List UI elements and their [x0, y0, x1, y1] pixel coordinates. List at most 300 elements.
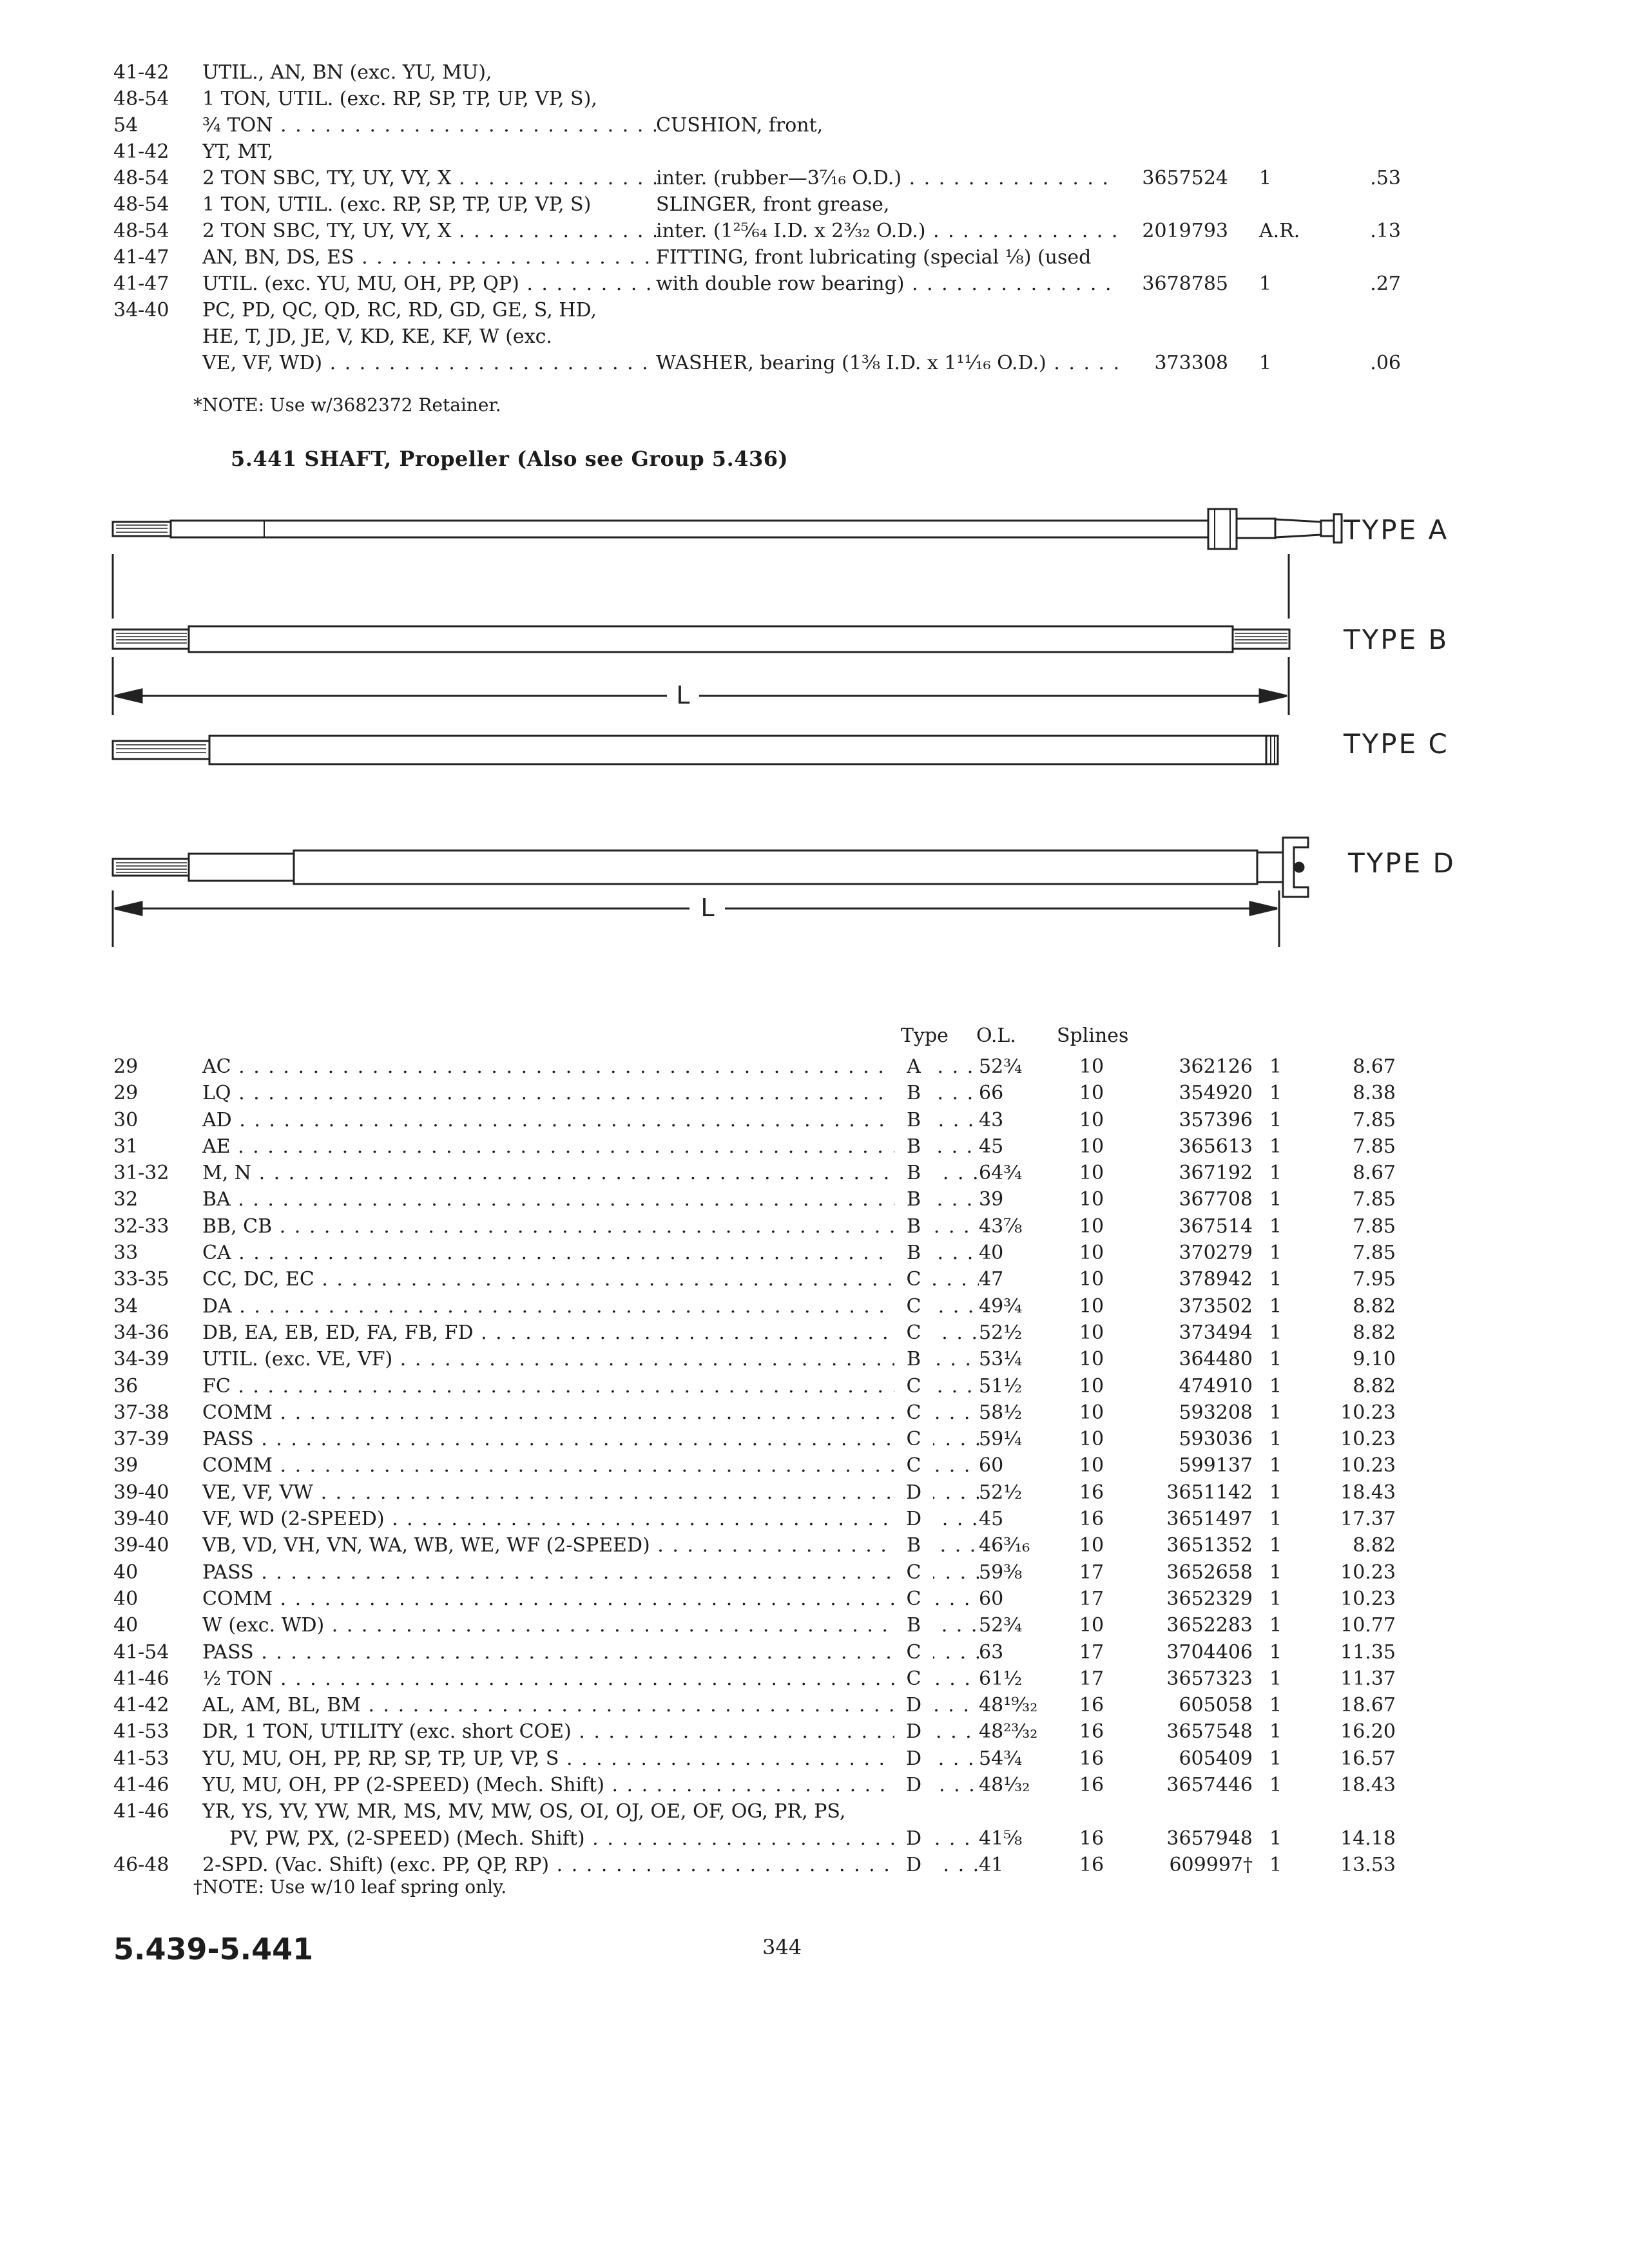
table-row — [113, 1745, 1467, 1772]
part-number: 370279 — [1126, 1240, 1253, 1266]
overall-length: 39 — [979, 1186, 1050, 1213]
year-range: 29 — [113, 1082, 139, 1105]
quantity: 1 — [1259, 165, 1298, 191]
year-range: 39-40 — [113, 1534, 169, 1557]
quantity: 1 — [1269, 1133, 1295, 1160]
model-list: BA . . . — [202, 1186, 1005, 1213]
overall-length: 52½ — [979, 1479, 1050, 1506]
part-number: 2019793 — [1119, 218, 1228, 244]
spline-count: 10 — [1072, 1452, 1111, 1479]
overall-length: 52¾ — [979, 1053, 1050, 1080]
overall-length: 41⅝ — [979, 1825, 1050, 1852]
year-range: 36 — [113, 1374, 139, 1398]
shaft-type: B — [894, 1160, 933, 1186]
spline-count: 17 — [1072, 1559, 1111, 1586]
part-number: 3704406 — [1126, 1639, 1253, 1666]
year-range: 33 — [113, 1242, 139, 1265]
quantity: 1 — [1269, 1240, 1295, 1266]
shaft-type: C — [894, 1559, 933, 1586]
year-range: 48-54 — [113, 88, 169, 110]
year-range: 34-39 — [113, 1348, 169, 1371]
shaft-type: D — [894, 1852, 933, 1878]
year-range: 34 — [113, 1294, 139, 1318]
table-row — [113, 139, 1428, 165]
spline-count: 10 — [1072, 1532, 1111, 1559]
price: 18.43 — [1325, 1772, 1396, 1798]
quantity: 1 — [1269, 1506, 1295, 1532]
part-number: 3657548 — [1126, 1718, 1253, 1745]
spline-count: 16 — [1072, 1718, 1111, 1745]
table-row — [113, 1346, 1467, 1372]
year-range: 37-39 — [113, 1428, 169, 1451]
quantity: 1 — [1269, 1266, 1295, 1293]
quantity: 1 — [1269, 1745, 1295, 1772]
model-list: COMM . . . — [202, 1586, 1005, 1612]
model-list: PV, PW, PX, (2-SPEED) (Mech. Shift) . . . — [229, 1825, 1032, 1852]
part-number: 3657446 — [1126, 1772, 1253, 1798]
part-number: 609997† — [1126, 1852, 1253, 1878]
year-range: 40 — [113, 1614, 139, 1637]
table-row — [113, 297, 1428, 323]
part-number: 3657323 — [1126, 1666, 1253, 1692]
part-number: 378942 — [1126, 1266, 1253, 1293]
overall-length: 58½ — [979, 1399, 1050, 1426]
model-list: YU, MU, OH, PP, RP, SP, TP, UP, VP, S . . . — [202, 1745, 1005, 1772]
spline-count: 17 — [1072, 1639, 1111, 1666]
quantity: 1 — [1269, 1532, 1295, 1559]
price: 10.77 — [1325, 1612, 1396, 1639]
price: .53 — [1330, 165, 1401, 191]
overall-length: 60 — [979, 1586, 1050, 1612]
price: 8.67 — [1325, 1053, 1396, 1080]
spline-count: 17 — [1072, 1586, 1111, 1612]
quantity: 1 — [1269, 1612, 1295, 1639]
price: 8.82 — [1325, 1320, 1396, 1346]
part-number: 362126 — [1126, 1053, 1253, 1080]
shaft-type: C — [894, 1666, 933, 1692]
table-row — [113, 1293, 1467, 1320]
model-list: PASS . . . — [202, 1559, 1005, 1586]
spline-count: 10 — [1072, 1293, 1111, 1320]
part-number: 3651142 — [1126, 1479, 1253, 1506]
overall-length: 45 — [979, 1506, 1050, 1532]
part-number: 3652329 — [1126, 1586, 1253, 1612]
model-list: 2-SPD. (Vac. Shift) (exc. PP, QP, RP) . . . — [202, 1852, 1005, 1878]
year-range: 41-54 — [113, 1640, 169, 1664]
overall-length: 48¹⁹⁄₃₂ — [979, 1692, 1050, 1718]
table-row — [113, 191, 1428, 218]
spline-count: 10 — [1072, 1186, 1111, 1213]
model-list: YR, YS, YV, YW, MR, MS, MV, MW, OS, OI, OJ, OE, OF, OG, PR, PS, — [202, 1800, 846, 1823]
part-description: WASHER, bearing (1⅜ I.D. x 1¹¹⁄₁₆ O.D.) . . . — [656, 350, 1152, 376]
model-list: LQ . . . — [202, 1080, 1005, 1106]
spline-count: 10 — [1072, 1080, 1111, 1106]
price: 8.67 — [1325, 1160, 1396, 1186]
table-row — [113, 1399, 1467, 1426]
price: 16.20 — [1325, 1718, 1396, 1745]
shaft-type: C — [894, 1293, 933, 1320]
quantity: 1 — [1269, 1559, 1295, 1586]
spline-count: 16 — [1072, 1692, 1111, 1718]
year-range: 34-36 — [113, 1321, 169, 1344]
overall-length: 41 — [979, 1852, 1050, 1878]
shaft-type: B — [894, 1133, 933, 1160]
table-row — [113, 1426, 1467, 1452]
part-number: 3652283 — [1126, 1612, 1253, 1639]
year-range: 40 — [113, 1561, 139, 1584]
table-row — [113, 1825, 1467, 1852]
spline-count: 10 — [1072, 1373, 1111, 1399]
price: 8.82 — [1325, 1373, 1396, 1399]
quantity: 1 — [1269, 1666, 1295, 1692]
price: 10.23 — [1325, 1426, 1396, 1452]
quantity: 1 — [1269, 1639, 1295, 1666]
model-list: ¾ TON . . . — [202, 112, 731, 139]
part-description: FITTING, front lubricating (special ⅛) (used — [656, 244, 1152, 271]
shaft-type: D — [894, 1825, 933, 1852]
overall-length: 43 — [979, 1107, 1050, 1133]
table-row — [113, 86, 1428, 112]
model-list: 2 TON SBC, TY, UY, VY, X . . . — [202, 165, 731, 191]
spline-count: 10 — [1072, 1133, 1111, 1160]
quantity: 1 — [1269, 1346, 1295, 1372]
model-list: VF, WD (2-SPEED) . . . — [202, 1506, 1005, 1532]
year-range: 41-53 — [113, 1720, 169, 1744]
table-row — [113, 1692, 1467, 1718]
price: 7.85 — [1325, 1213, 1396, 1240]
overall-length: 66 — [979, 1080, 1050, 1106]
overall-length: 52¾ — [979, 1612, 1050, 1639]
model-list: PASS . . . — [202, 1426, 1005, 1452]
part-number: 3678785 — [1119, 271, 1228, 297]
spline-count: 17 — [1072, 1666, 1111, 1692]
table-row — [113, 1772, 1467, 1798]
header-ol: O.L. — [976, 1024, 1016, 1047]
model-list: DA . . . — [202, 1293, 1005, 1320]
model-list: AE . . . — [202, 1133, 1005, 1160]
shaft-type: C — [894, 1320, 933, 1346]
table-row — [113, 112, 1428, 139]
shaft-type: B — [894, 1240, 933, 1266]
shaft-type: C — [894, 1586, 933, 1612]
price: 11.37 — [1325, 1666, 1396, 1692]
model-list: YU, MU, OH, PP (2-SPEED) (Mech. Shift) . . . — [202, 1772, 1005, 1798]
shaft-type: C — [894, 1373, 933, 1399]
part-description: with double row bearing) . . . — [656, 271, 1152, 297]
quantity: 1 — [1269, 1213, 1295, 1240]
header-splines: Splines — [1057, 1024, 1129, 1047]
spline-count: 10 — [1072, 1107, 1111, 1133]
part-number: 593208 — [1126, 1399, 1253, 1426]
part-number: 605058 — [1126, 1692, 1253, 1718]
table-row — [113, 244, 1428, 271]
table-row — [113, 1639, 1467, 1666]
model-list: COMM . . . — [202, 1399, 1005, 1426]
year-range: 40 — [113, 1587, 139, 1610]
table-row — [113, 1586, 1467, 1612]
year-range: 39-40 — [113, 1508, 169, 1531]
year-range: 31 — [113, 1135, 139, 1158]
table-row — [113, 1612, 1467, 1639]
part-description: inter. (rubber—3⁷⁄₁₆ O.D.) . . . — [656, 165, 1152, 191]
overall-length: 46³⁄₁₆ — [979, 1532, 1050, 1559]
shaft-type: D — [894, 1745, 933, 1772]
price: 18.43 — [1325, 1479, 1396, 1506]
overall-length: 53¼ — [979, 1346, 1050, 1372]
top-parts-table — [113, 59, 1428, 376]
table-row — [113, 1532, 1467, 1559]
price: 18.67 — [1325, 1692, 1396, 1718]
model-list: AC . . . — [202, 1053, 1005, 1080]
part-number: 373308 — [1119, 350, 1228, 376]
table-row — [113, 1718, 1467, 1745]
leaf-spring-note: †NOTE: Use w/10 leaf spring only. — [193, 1876, 507, 1898]
quantity: A.R. — [1259, 218, 1298, 244]
overall-length: 61½ — [979, 1666, 1050, 1692]
quantity: 1 — [1259, 271, 1298, 297]
quantity: 1 — [1269, 1718, 1295, 1745]
model-list: VE, VF, VW . . . — [202, 1479, 1005, 1506]
overall-length: 54¾ — [979, 1745, 1050, 1772]
year-range: 32 — [113, 1188, 139, 1211]
part-number: 3651497 — [1126, 1506, 1253, 1532]
model-list: YT, MT, — [202, 140, 274, 163]
quantity: 1 — [1269, 1586, 1295, 1612]
part-number: 365613 — [1126, 1133, 1253, 1160]
shaft-type: D — [894, 1718, 933, 1745]
spline-count: 10 — [1072, 1320, 1111, 1346]
length-label-d: L — [700, 894, 715, 922]
part-number: 3657948 — [1126, 1825, 1253, 1852]
part-number: 605409 — [1126, 1745, 1253, 1772]
overall-length: 49¾ — [979, 1293, 1050, 1320]
quantity: 1 — [1269, 1426, 1295, 1452]
type-b-label: TYPE B — [1344, 624, 1449, 655]
year-range: 41-47 — [113, 246, 169, 269]
column-headers — [0, 1024, 1629, 1050]
group-range: 5.439-5.441 — [113, 1932, 314, 1966]
model-list: UTIL. (exc. YU, MU, OH, PP, QP) . . . — [202, 271, 731, 297]
year-range: 48-54 — [113, 193, 169, 216]
price: 10.23 — [1325, 1399, 1396, 1426]
table-row — [113, 59, 1428, 86]
part-number: 367192 — [1126, 1160, 1253, 1186]
year-range: 29 — [113, 1055, 139, 1078]
quantity: 1 — [1259, 350, 1298, 376]
model-list: ½ TON . . . — [202, 1666, 1005, 1692]
year-range: 41-47 — [113, 273, 169, 295]
table-row — [113, 165, 1428, 191]
model-list: COMM . . . — [202, 1452, 1005, 1479]
length-label-b: L — [676, 681, 690, 709]
table-row — [113, 1479, 1467, 1506]
model-list: 2 TON SBC, TY, UY, VY, X . . . — [202, 218, 731, 244]
part-number: 354920 — [1126, 1080, 1253, 1106]
price: 7.85 — [1325, 1107, 1396, 1133]
shaft-type: C — [894, 1639, 933, 1666]
part-number: 599137 — [1126, 1452, 1253, 1479]
shaft-type: C — [894, 1426, 933, 1452]
overall-length: 64¾ — [979, 1160, 1050, 1186]
spline-count: 16 — [1072, 1825, 1111, 1852]
year-range: 37-38 — [113, 1401, 169, 1424]
table-row — [113, 218, 1428, 244]
quantity: 1 — [1269, 1160, 1295, 1186]
year-range: 48-54 — [113, 167, 169, 189]
model-list: PASS . . . — [202, 1639, 1005, 1666]
year-range: 34-40 — [113, 299, 169, 322]
part-number: 367514 — [1126, 1213, 1253, 1240]
table-row — [113, 1133, 1467, 1160]
year-range: 30 — [113, 1108, 139, 1131]
spline-count: 16 — [1072, 1745, 1111, 1772]
model-list: AN, BN, DS, ES . . . — [202, 244, 731, 271]
table-row — [113, 1160, 1467, 1186]
retainer-note: *NOTE: Use w/3682372 Retainer. — [193, 394, 501, 416]
shaft-type: C — [894, 1452, 933, 1479]
year-range: 39-40 — [113, 1481, 169, 1504]
shaft-type: D — [894, 1479, 933, 1506]
spline-count: 16 — [1072, 1506, 1111, 1532]
shaft-type: C — [894, 1266, 933, 1293]
overall-length: 48¹⁄₃₂ — [979, 1772, 1050, 1798]
page-number: 344 — [762, 1935, 802, 1959]
price: 10.23 — [1325, 1559, 1396, 1586]
year-range: 31-32 — [113, 1162, 169, 1185]
quantity: 1 — [1269, 1293, 1295, 1320]
model-list: W (exc. WD) . . . — [202, 1612, 1005, 1639]
overall-length: 52½ — [979, 1320, 1050, 1346]
quantity: 1 — [1269, 1080, 1295, 1106]
shaft-type: B — [894, 1612, 933, 1639]
price: 8.82 — [1325, 1532, 1396, 1559]
shaft-type: B — [894, 1213, 933, 1240]
model-list: AL, AM, BL, BM . . . — [202, 1692, 1005, 1718]
price: 8.82 — [1325, 1293, 1396, 1320]
table-row — [113, 1506, 1467, 1532]
table-row — [113, 1373, 1467, 1399]
table-row — [113, 271, 1428, 297]
model-list: BB, CB . . . — [202, 1213, 1005, 1240]
price: 7.85 — [1325, 1133, 1396, 1160]
model-list: DR, 1 TON, UTILITY (exc. short COE) . . . — [202, 1718, 1005, 1745]
quantity: 1 — [1269, 1320, 1295, 1346]
year-range: 41-42 — [113, 1694, 169, 1717]
model-list: AD . . . — [202, 1107, 1005, 1133]
overall-length: 63 — [979, 1639, 1050, 1666]
shaft-type-diagram — [97, 496, 1572, 986]
quantity: 1 — [1269, 1053, 1295, 1080]
year-range: 48-54 — [113, 220, 169, 242]
table-row — [113, 350, 1428, 376]
price: 17.37 — [1325, 1506, 1396, 1532]
table-row — [113, 1559, 1467, 1586]
price: 16.57 — [1325, 1745, 1396, 1772]
table-row — [113, 1240, 1467, 1266]
type-c-label: TYPE C — [1344, 728, 1449, 760]
year-range: 41-53 — [113, 1747, 169, 1770]
spline-count: 16 — [1072, 1772, 1111, 1798]
year-range: 32-33 — [113, 1215, 169, 1238]
type-a-shaft — [113, 509, 1342, 549]
year-range: 39 — [113, 1454, 139, 1477]
quantity: 1 — [1269, 1107, 1295, 1133]
quantity: 1 — [1269, 1479, 1295, 1506]
spline-count: 16 — [1072, 1852, 1111, 1878]
overall-length: 40 — [979, 1240, 1050, 1266]
price: .06 — [1330, 350, 1401, 376]
spline-count: 10 — [1072, 1612, 1111, 1639]
part-number: 3657524 — [1119, 165, 1228, 191]
quantity: 1 — [1269, 1772, 1295, 1798]
year-range: 41-46 — [113, 1800, 169, 1823]
type-d-shaft — [113, 838, 1308, 897]
spline-count: 10 — [1072, 1160, 1111, 1186]
table-row — [113, 1798, 1467, 1825]
table-row — [113, 1852, 1467, 1878]
price: 10.23 — [1325, 1452, 1396, 1479]
shaft-type: B — [894, 1107, 933, 1133]
spline-count: 10 — [1072, 1213, 1111, 1240]
price: 9.10 — [1325, 1346, 1396, 1372]
overall-length: 48²³⁄₃₂ — [979, 1718, 1050, 1745]
price: .27 — [1330, 271, 1401, 297]
table-row — [113, 1452, 1467, 1479]
table-row — [113, 1107, 1467, 1133]
spline-count: 10 — [1072, 1266, 1111, 1293]
overall-length: 45 — [979, 1133, 1050, 1160]
year-range: 41-42 — [113, 140, 169, 163]
year-range: 46-48 — [113, 1853, 169, 1876]
overall-length: 51½ — [979, 1373, 1050, 1399]
table-row — [113, 1666, 1467, 1692]
model-list: DB, EA, EB, ED, FA, FB, FD . . . — [202, 1320, 1005, 1346]
quantity: 1 — [1269, 1373, 1295, 1399]
quantity: 1 — [1269, 1692, 1295, 1718]
spline-count: 10 — [1072, 1053, 1111, 1080]
table-row — [113, 1266, 1467, 1293]
part-number: 357396 — [1126, 1107, 1253, 1133]
year-range: 41-46 — [113, 1774, 169, 1797]
quantity: 1 — [1269, 1825, 1295, 1852]
year-range: 41-46 — [113, 1667, 169, 1690]
part-number: 364480 — [1126, 1346, 1253, 1372]
part-description: SLINGER, front grease, — [656, 191, 1152, 218]
model-list: CC, DC, EC . . . — [202, 1266, 1005, 1293]
quantity: 1 — [1269, 1852, 1295, 1878]
year-range: 33-35 — [113, 1268, 169, 1291]
type-b-shaft — [113, 626, 1289, 652]
model-list: VB, VD, VH, VN, WA, WB, WE, WF (2-SPEED) . . . — [202, 1532, 1005, 1559]
type-c-shaft — [113, 736, 1278, 764]
shaft-type: D — [894, 1692, 933, 1718]
spline-count: 10 — [1072, 1426, 1111, 1452]
part-number: 3651352 — [1126, 1532, 1253, 1559]
year-range: 54 — [113, 114, 139, 137]
shaft-type: D — [894, 1506, 933, 1532]
price: 7.85 — [1325, 1186, 1396, 1213]
model-list: PC, PD, QC, QD, RC, RD, GD, GE, S, HD, — [202, 299, 597, 322]
table-row — [113, 323, 1428, 350]
spline-count: 16 — [1072, 1479, 1111, 1506]
model-list: UTIL., AN, BN (exc. YU, MU), — [202, 61, 492, 84]
type-a-label: TYPE A — [1344, 514, 1449, 546]
price: 8.38 — [1325, 1080, 1396, 1106]
price: 7.95 — [1325, 1266, 1396, 1293]
shaft-type: B — [894, 1080, 933, 1106]
price: 7.85 — [1325, 1240, 1396, 1266]
header-type: Type — [901, 1024, 949, 1047]
